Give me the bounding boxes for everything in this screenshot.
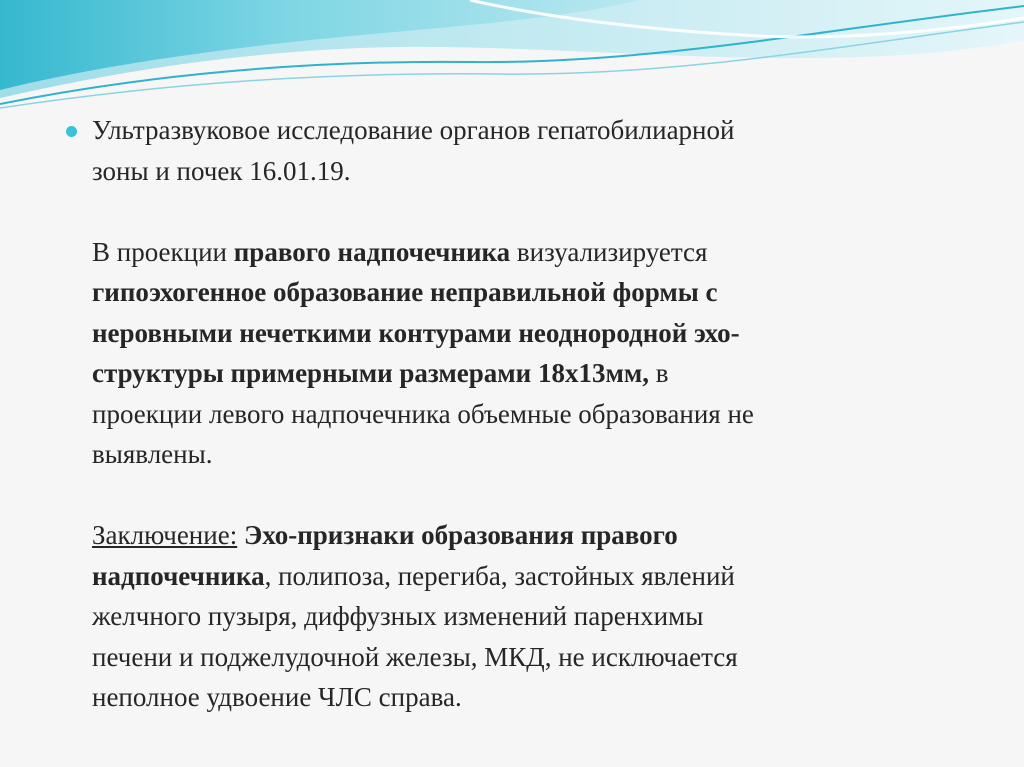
finding-paragraph: В проекции правого надпочечника визуализируется гипоэхогенное образование неправильной формы с неровными нечеткими контурами неоднородной эхо- структуры примерными размерами 18х13мм, в проекции левого надпочечника объемные образования не выявлены. [92, 236, 754, 469]
conclusion-paragraph: Заключение: Эхо-признаки образования правого надпочечника, полипоза, перегиба, застойных явлений желчного пузыря, диффузных изменений паренхимы печени и поджелудочной железы, МКД, не исключается неполное удвоение ЧЛС справа. [92, 520, 738, 712]
slide-content [66, 110, 966, 718]
round-bullet-icon [66, 126, 77, 137]
bullet-item [66, 110, 966, 718]
exam-title: Ультразвуковое исследование органов гепатобилиарной зоны и почек 16.01.19. [92, 115, 735, 186]
conclusion-label: Заключение: [92, 520, 238, 550]
